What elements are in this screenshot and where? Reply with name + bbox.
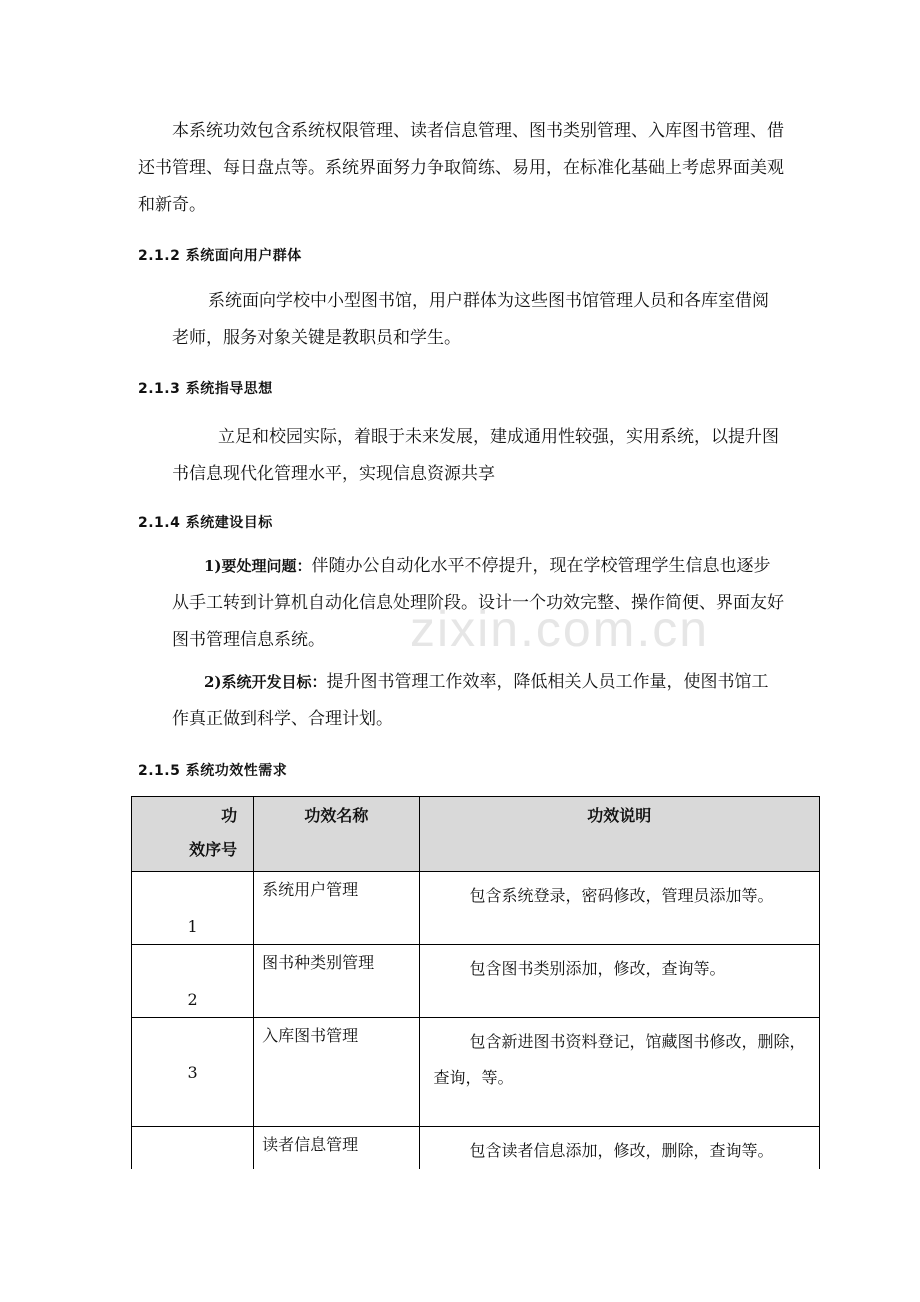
row-function-desc: 包含系统登录，密码修改，管理员添加等。: [419, 872, 819, 945]
heading-2-1-5: 2.1.5 系统功效性需求: [138, 763, 288, 779]
paragraph-user-groups: 系统面向学校中小型图书馆，用户群体为这些图书馆管理人员和各库室借阅老师，服务对象关键是教职员和学生。: [172, 291, 769, 348]
row-function-name: 读者信息管理: [254, 1127, 419, 1170]
row-function-name: 图书种类别管理: [254, 945, 419, 1018]
row-number: [132, 1127, 254, 1170]
row-function-desc: 包含新进图书资料登记，馆藏图书修改，删除，查询，等。: [419, 1018, 819, 1127]
header-function-desc: 功效说明: [419, 797, 819, 872]
row-number: 3: [132, 1018, 254, 1127]
goal-item-1-text: 伴随办公自动化水平不停提升，现在学校管理学生信息也逐步从手工转到计算机自动化信息处理阶段。设计一个功效完整、操作简便、界面友好图书管理信息系统。: [172, 556, 784, 650]
row-function-name: 系统用户管理: [254, 872, 419, 945]
goal-item-2-text: 提升图书管理工作效率，降低相关人员工作量，使图书馆工作真正做到科学、合理计划。: [172, 672, 769, 729]
table-row: [132, 1018, 820, 1127]
heading-2-1-3: 2.1.3 系统指导思想: [138, 381, 273, 397]
goal-item-2-label: 2)系统开发目标：: [204, 673, 327, 691]
intro-paragraph: 本系统功效包含系统权限管理、读者信息管理、图书类别管理、入库图书管理、借还书管理、每日盘点等。系统界面努力争取简练、易用，在标准化基础上考虑界面美观和新奇。: [138, 121, 784, 215]
row-number: 2: [132, 945, 254, 1018]
goal-item-1: [172, 548, 784, 659]
row-function-desc: 包含读者信息添加，修改，删除，查询等。: [419, 1127, 819, 1170]
header-function-name: 功效名称: [254, 797, 419, 872]
row-function-name: 入库图书管理: [254, 1018, 419, 1127]
heading-2-1-4: 2.1.4 系统建设目标: [138, 515, 273, 531]
goal-item-2: [172, 664, 784, 738]
header-function-no: [132, 797, 254, 872]
table-row: [132, 945, 820, 1018]
table-header-row: [132, 797, 820, 872]
goal-item-1-label: 1)要处理问题：: [204, 557, 312, 575]
row-function-desc: 包含图书类别添加，修改，查询等。: [419, 945, 819, 1018]
header-function-no-line1: 功: [221, 806, 238, 825]
heading-2-1-2: 2.1.2 系统面向用户群体: [138, 248, 302, 264]
header-function-no-line2: 效序号: [189, 840, 238, 859]
table-row: [132, 1127, 820, 1170]
watermark: zixin.com.cn: [410, 601, 710, 657]
function-table: [131, 796, 820, 1169]
table-row: [132, 872, 820, 945]
row-number: 1: [132, 872, 254, 945]
paragraph-guiding-idea: 立足和校园实际，着眼于未来发展，建成通用性较强，实用系统，以提升图书信息现代化管理水平，实现信息资源共享: [172, 427, 779, 484]
